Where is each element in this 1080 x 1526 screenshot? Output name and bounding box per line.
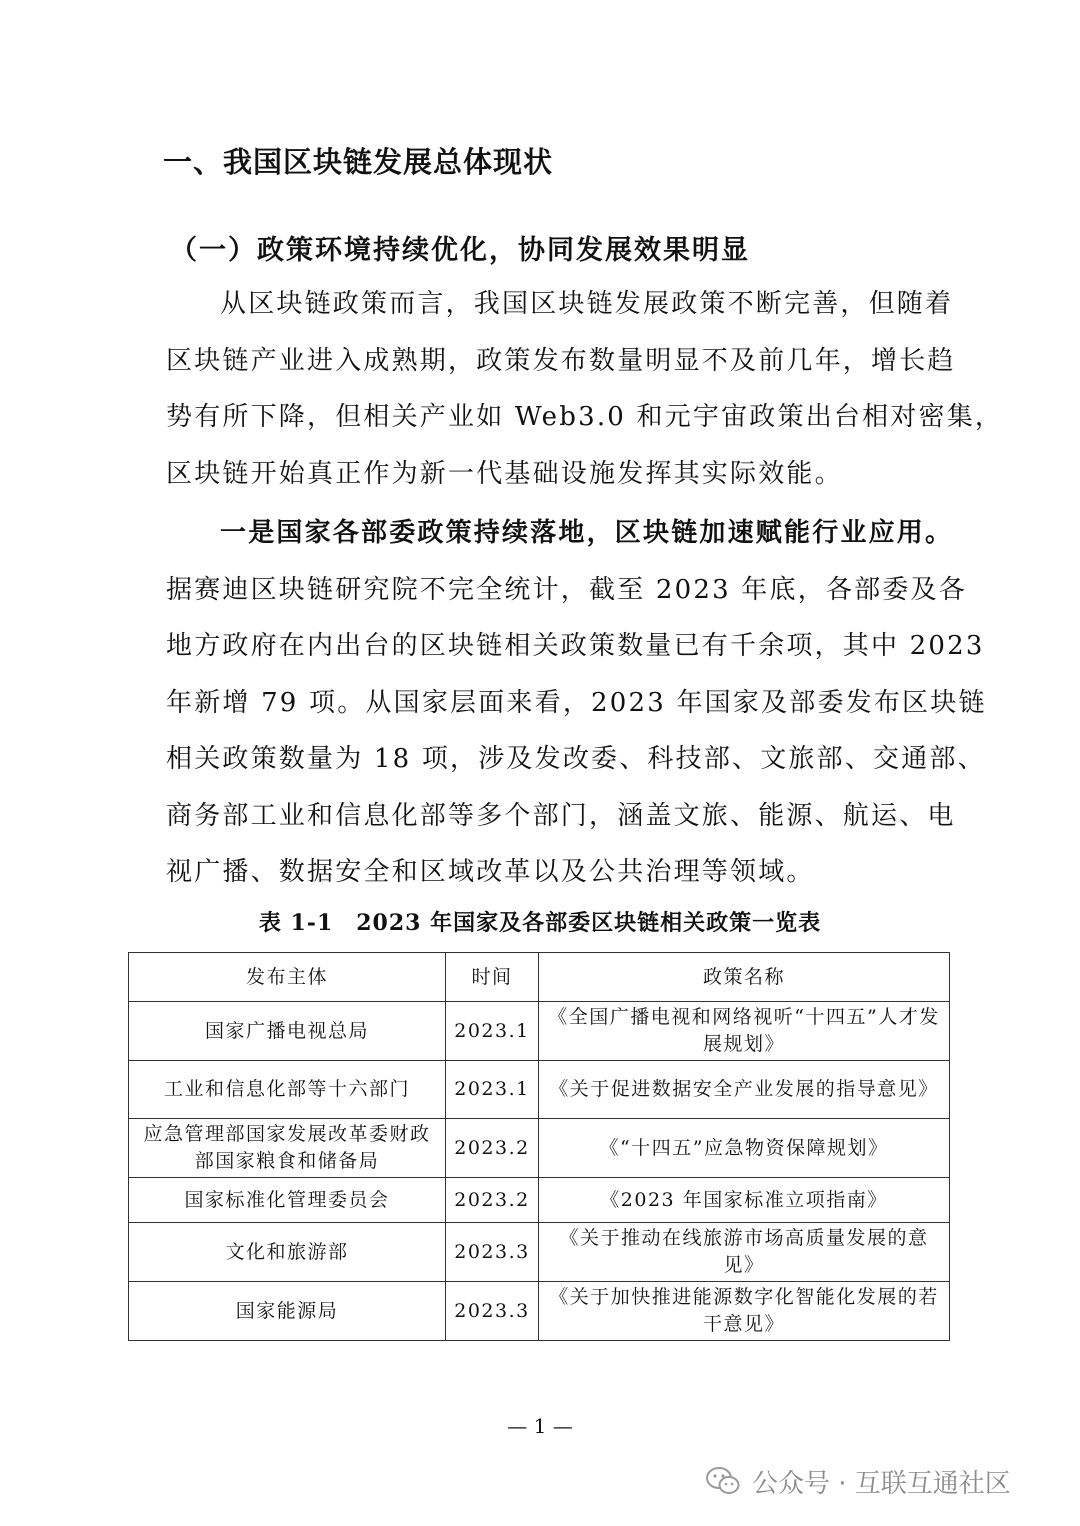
paragraph-line: 商务部工业和信息化部等多个部门，涵盖文旅、能源、航运、电	[166, 800, 956, 831]
cell-issuer: 工业和信息化部等十六部门	[129, 1061, 446, 1119]
paragraph-line: 从区块链政策而言，我国区块链发展政策不断完善，但随着	[220, 289, 954, 319]
paragraph-line: 地方政府在内出台的区块链相关政策数量已有千余项，其中 2023	[166, 631, 985, 661]
paragraph-lead-sentence: 一是国家各部委政策持续落地，区块链加速赋能行业应用。	[220, 518, 954, 548]
table-row	[129, 1119, 950, 1178]
cell-policy: 《关于加快推进能源数字化智能化发展的若干意见》	[539, 1282, 950, 1341]
subsection-heading: （一）政策环境持续优化，协同发展效果明显	[170, 235, 750, 266]
cell-policy: 《“十四五”应急物资保障规划》	[539, 1119, 950, 1178]
cell-date: 2023.2	[446, 1178, 539, 1223]
watermark-text: 公众号 · 互联互通社区	[752, 1468, 1011, 1499]
cell-policy: 《关于推动在线旅游市场高质量发展的意见》	[539, 1223, 950, 1282]
header-policy: 政策名称	[539, 953, 950, 1002]
table-caption: 表 1-1 2023 年国家及各部委区块链相关政策一览表	[258, 910, 822, 936]
paragraph-line: 视广播、数据安全和区域改革以及公共治理等领域。	[166, 857, 815, 887]
header-issuer: 发布主体	[129, 953, 446, 1002]
paragraph-line: 区块链产业进入成熟期，政策发布数量明显不及前几年，增长趋	[166, 345, 956, 376]
paragraph-line: 相关政策数量为 18 项，涉及发改委、科技部、文旅部、交通部、	[166, 744, 986, 774]
cell-issuer: 应急管理部国家发展改革委财政部国家粮食和储备局	[129, 1119, 446, 1178]
cell-date: 2023.3	[446, 1223, 539, 1282]
table-row	[129, 1178, 950, 1223]
cell-date: 2023.2	[446, 1119, 539, 1178]
table-row	[129, 1223, 950, 1282]
cell-policy: 《关于促进数据安全产业发展的指导意见》	[539, 1061, 950, 1119]
paragraph-line: 势有所下降，但相关产业如 Web3.0 和元宇宙政策出台相对密集，	[166, 402, 1004, 432]
table-row	[129, 1061, 950, 1119]
paragraph-line: 区块链开始真正作为新一代基础设施发挥其实际效能。	[166, 458, 843, 489]
cell-policy: 《全国广播电视和网络视听“十四五”人才发展规划》	[539, 1002, 950, 1061]
page-number: — 1 —	[507, 1414, 573, 1438]
table-header-row	[129, 953, 950, 1002]
cell-issuer: 国家标准化管理委员会	[129, 1178, 446, 1223]
cell-date: 2023.1	[446, 1002, 539, 1061]
table-row	[129, 1282, 950, 1341]
header-date: 时间	[446, 953, 539, 1002]
section-heading: 一、我国区块链发展总体现状	[163, 145, 554, 179]
cell-issuer: 国家能源局	[129, 1282, 446, 1341]
cell-policy: 《2023 年国家标准立项指南》	[539, 1178, 950, 1223]
cell-date: 2023.3	[446, 1282, 539, 1341]
paragraph-ministry-policies	[166, 505, 987, 901]
cell-date: 2023.1	[446, 1061, 539, 1119]
watermark	[706, 1456, 1011, 1506]
cell-issuer: 国家广播电视总局	[129, 1002, 446, 1061]
paragraph-line: 据赛迪区块链研究院不完全统计，截至 2023 年底，各部委及各	[166, 574, 967, 605]
paragraph-line: 年新增 79 项。从国家层面来看，2023 年国家及部委发布区块链	[166, 687, 987, 718]
table-row	[129, 1002, 950, 1061]
policy-table	[128, 952, 950, 1341]
wechat-icon	[706, 1466, 740, 1496]
paragraph-policy-overview	[166, 276, 1004, 502]
cell-issuer: 文化和旅游部	[129, 1223, 446, 1282]
